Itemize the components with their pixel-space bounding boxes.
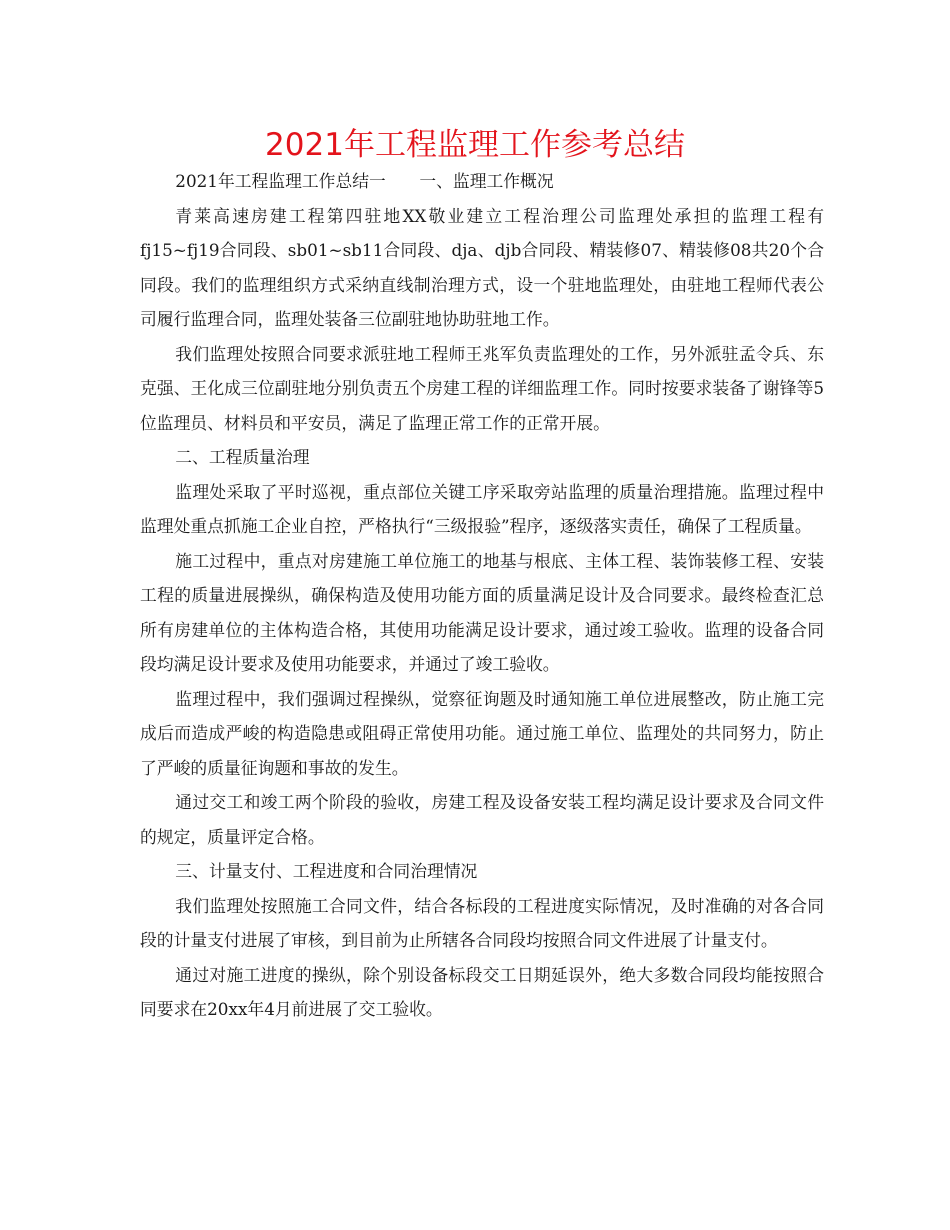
paragraph-process-control: 监理过程中，我们强调过程操纵，觉察征询题及时通知施工单位进展整改，防止施工完成后而造成严峻的构造隐患或阻碍正常使用功能。通过施工单位、监理处的共同努力，防止了严峻的质量征询题和事故的发生。 — [140, 688, 824, 778]
paragraph-construction-control: 施工过程中，重点对房建施工单位施工的地基与根底、主体工程、装饰装修工程、安装工程的质量进展操纵，确保构造及使用功能方面的质量满足设计及合同要求。最终检查汇总所有房建单位的主体构造合格，其使用功能满足设计要求，通过竣工验收。监理的设备合同段均满足设计要求及使用功能要求，并通过了竣工验收。 — [140, 550, 824, 674]
paragraph-schedule-control: 通过对施工进度的操纵，除个别设备标段交工日期延误外，绝大多数合同段均能按照合同要求在20xx年4月前进展了交工验收。 — [140, 964, 824, 1019]
paragraph-intro: 2021年工程监理工作总结一 一、监理工作概况 — [175, 171, 554, 191]
document-body — [140, 164, 824, 1027]
section-heading-quality: 二、工程质量治理 — [175, 447, 310, 467]
paragraph-acceptance: 通过交工和竣工两个阶段的验收，房建工程及设备安装工程均满足设计要求及合同文件的规定，质量评定合格。 — [140, 792, 824, 847]
paragraph-payment-review: 我们监理处按照施工合同文件，结合各标段的工程进度实际情况，及时准确的对各合同段的计量支付进展了审核，到目前为止所辖各合同段均按照合同文件进展了计量支付。 — [140, 895, 824, 950]
paragraph-staffing: 我们监理处按照合同要求派驻地工程师王兆军负责监理处的工作，另外派驻孟令兵、东克强、王化成三位副驻地分别负责五个房建工程的详细监理工作。同时按要求装备了谢锋等5位监理员、材料员和平安员，满足了监理正常工作的正常开展。 — [140, 343, 824, 433]
section-heading-payment: 三、计量支付、工程进度和合同治理情况 — [175, 861, 478, 881]
paragraph-overview: 青莱高速房建工程第四驻地XX敬业建立工程治理公司监理处承担的监理工程有fj15~fj19合同段、sb01~sb11合同段、dja、djb合同段、精装修07、精装修08共20个合同段。我们的监理组织方式采纳直线制治理方式，设一个驻地监理处，由驻地工程师代表公司履行监理合同，监理处装备三位副驻地协助驻地工作。 — [140, 205, 824, 329]
document-title: 2021年工程监理工作参考总结 — [265, 127, 685, 163]
paragraph-quality-measures: 监理处采取了平时巡视，重点部位关键工序采取旁站监理的质量治理措施。监理过程中监理处重点抓施工企业自控，严格执行“三级报验”程序，逐级落实责任，确保了工程质量。 — [140, 481, 824, 536]
